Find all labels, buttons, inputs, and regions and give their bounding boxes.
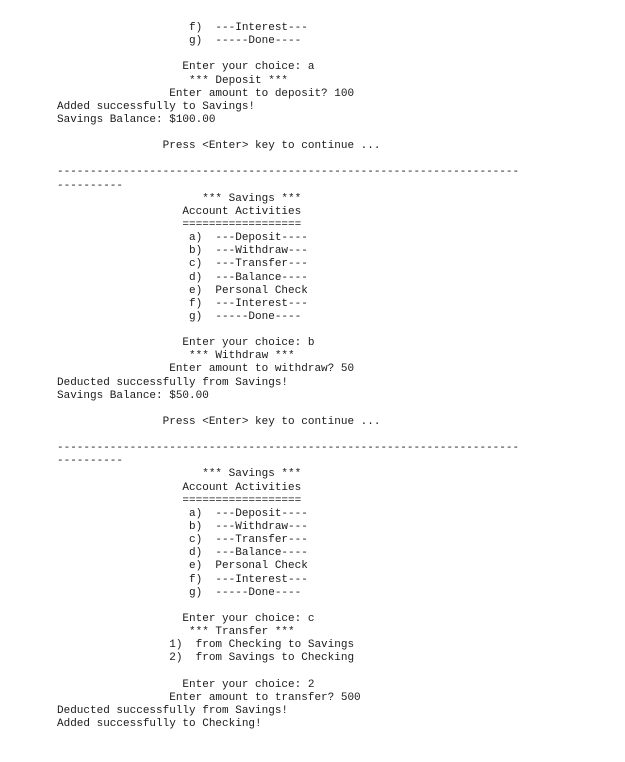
console-line: ---------------------------------------------------------------------- [57,442,520,455]
console-line: d) ---Balance---- [57,271,308,284]
console-line: *** Transfer *** [57,626,295,638]
console-line: e) Personal Check [57,560,308,573]
console-line: Savings Balance: $100.00 [57,113,216,126]
console-line: ---------------------------------------------------------------------- [57,166,520,179]
console-line: Account Activities [57,205,302,218]
console-line: *** Withdraw *** [57,350,295,363]
console-line: Added successfully to Checking! [57,717,262,730]
console-line: c) ---Transfer--- [57,534,308,547]
console-line: ================== [57,494,302,507]
console-line: Enter your choice: a [57,61,315,74]
console-line: b) ---Withdraw--- [57,520,308,533]
console-line: g) -----Done---- [57,310,302,323]
console-line: *** Savings *** [57,192,302,205]
console-line: ---------- [57,455,124,468]
console-line: 2) from Savings to Checking [57,652,355,665]
console-line: c) ---Transfer--- [57,258,308,271]
console-line: *** Deposit *** [57,74,289,87]
console-line: Press <Enter> key to continue ... [57,140,381,153]
console-line: g) -----Done---- [57,35,302,48]
console-line: Savings Balance: $50.00 [57,389,209,402]
console-line: 1) from Checking to Savings [57,639,355,652]
console-line: a) ---Deposit---- [57,507,308,520]
console-line: Deducted successfully from Savings! [57,376,289,389]
console-line: Deducted successfully from Savings! [57,704,289,717]
console-line: f) ---Interest--- [57,297,308,310]
console-line: Added successfully to Savings! [57,100,256,113]
console-line: Account Activities [57,481,302,494]
console-line: Enter your choice: b [57,337,315,350]
console-line: Enter amount to deposit? 100 [57,87,355,100]
console-line: ---------- [57,179,124,192]
console-line: Enter amount to transfer? 500 [57,691,361,704]
console-line: Enter your choice: c [57,612,315,625]
console-line: e) Personal Check [57,284,308,297]
console-line: g) -----Done---- [57,586,302,599]
console-line: a) ---Deposit---- [57,232,308,245]
console-line: ================== [57,219,302,231]
console-line: d) ---Balance---- [57,547,308,560]
console-line: Enter your choice: 2 [57,678,315,691]
console-line: f) ---Interest--- [57,573,308,586]
console-line: Enter amount to withdraw? 50 [57,363,355,376]
console-line: Press <Enter> key to continue ... [57,415,381,428]
console-line: b) ---Withdraw--- [57,245,308,258]
console-line: f) ---Interest--- [57,22,308,34]
console-line: *** Savings *** [57,468,302,481]
